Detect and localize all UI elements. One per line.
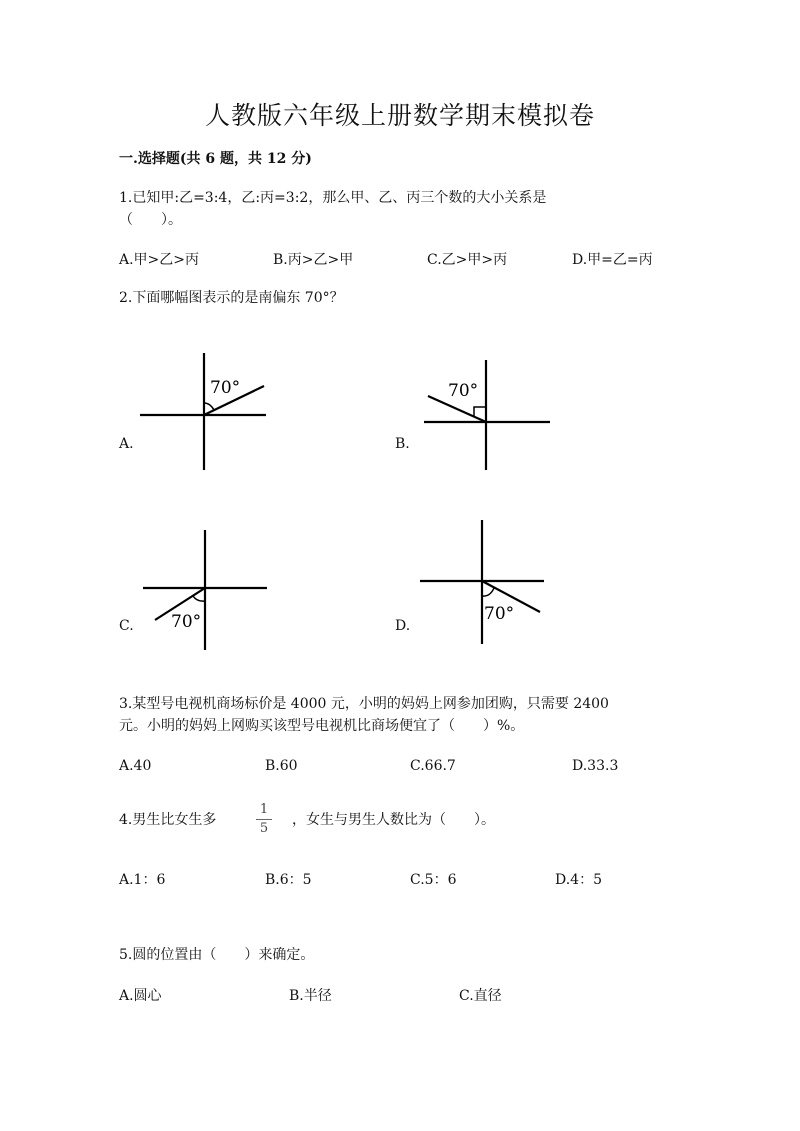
question-5-option-b[interactable]: B.半径 [289, 988, 332, 1004]
question-5-text: 5.圆的位置由（ ）来确定。 [119, 947, 315, 963]
figure-d-label[interactable]: D. [395, 618, 411, 634]
figure-d [418, 518, 548, 648]
figure-b [422, 358, 554, 474]
question-3-option-a[interactable]: A.40 [119, 758, 152, 774]
figure-a-angle-label: 70° [210, 378, 241, 398]
question-1-option-d[interactable]: D.甲=乙=丙 [572, 252, 653, 268]
page-title: 人教版六年级上册数学期末模拟卷 [204, 101, 595, 130]
question-3-text-line1: 3.某型号电视机商场标价是 4000 元，小明的妈妈上网参加团购，只需要 2400 [119, 696, 609, 712]
figure-b-label[interactable]: B. [395, 436, 410, 452]
question-4-prefix: 4.男生比女生多 [119, 812, 217, 828]
question-1-text-line1: 1.已知甲:乙=3:4，乙:丙=3:2，那么甲、乙、丙三个数的大小关系是 [119, 190, 547, 206]
question-5-option-c[interactable]: C.直径 [459, 988, 502, 1004]
question-2-text: 2.下面哪幅图表示的是南偏东 70°？ [119, 290, 344, 306]
figure-c [141, 528, 271, 654]
question-4-option-a[interactable]: A.1：6 [119, 872, 166, 888]
question-4-option-b[interactable]: B.6：5 [265, 872, 312, 888]
figure-a [140, 350, 270, 472]
question-4-option-d[interactable]: D.4：5 [555, 872, 602, 888]
figure-d-angle-label: 70° [484, 604, 515, 624]
question-1-option-a[interactable]: A.甲>乙>丙 [119, 252, 200, 268]
question-4-option-c[interactable]: C.5：6 [410, 872, 457, 888]
question-3-text-line2: 元。小明的妈妈上网购买该型号电视机比商场便宜了（ ）%。 [119, 718, 525, 734]
question-3-option-d[interactable]: D.33.3 [572, 758, 619, 774]
question-3-option-c[interactable]: C.66.7 [410, 758, 456, 774]
fraction-one-fifth [256, 802, 272, 837]
question-4-suffix: ，女生与男生人数比为（ ）。 [292, 812, 495, 828]
question-5-option-a[interactable]: A.圆心 [119, 988, 162, 1004]
fraction-denominator: 5 [259, 821, 269, 836]
figure-c-angle-label: 70° [171, 612, 202, 632]
figure-b-angle-label: 70° [448, 381, 479, 401]
question-3-option-b[interactable]: B.60 [265, 758, 298, 774]
section-heading: 一.选择题(共 6 题，共 12 分) [119, 151, 312, 167]
fraction-numerator: 1 [256, 802, 272, 820]
question-1-option-b[interactable]: B.丙>乙>甲 [273, 252, 354, 268]
figure-c-label[interactable]: C. [119, 618, 134, 634]
question-1-option-c[interactable]: C.乙>甲>丙 [427, 252, 508, 268]
figure-a-label[interactable]: A. [119, 436, 134, 452]
question-1-text-line2: （ ）。 [119, 212, 182, 228]
